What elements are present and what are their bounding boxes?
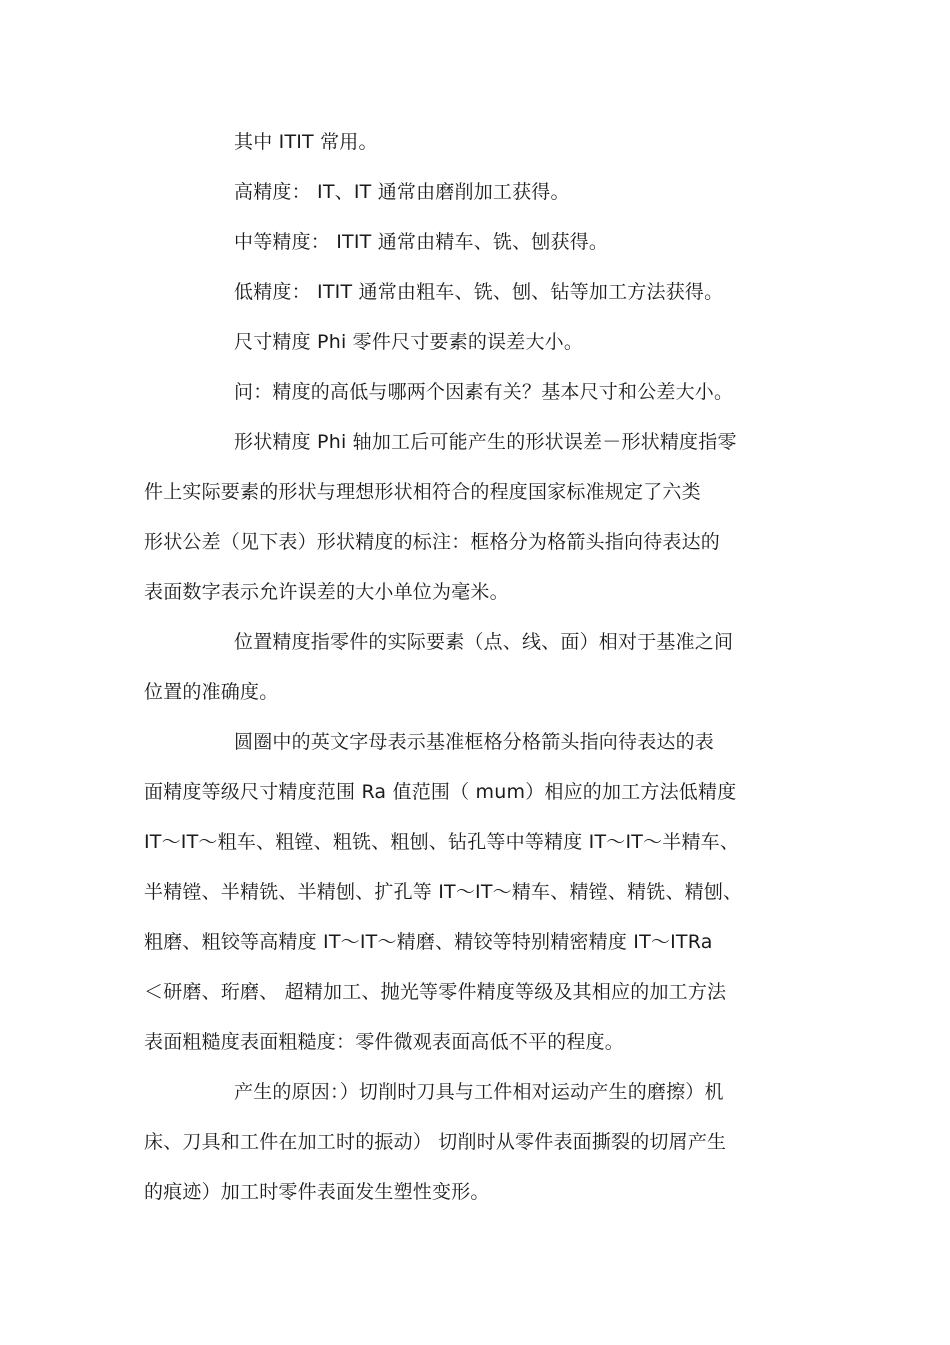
text-line: 尺寸精度 Phi 零件尺寸要素的误差大小。 [234, 331, 584, 353]
text-line: 粗磨、粗铰等高精度 IT～IT～精磨、精铰等特别精密精度 IT～ITRa [144, 931, 713, 953]
text-line: 产生的原因：）切削时刀具与工件相对运动产生的磨擦）机 [234, 1081, 724, 1103]
text-line: 面精度等级尺寸精度范围 Ra 值范围（ mum）相应的加工方法低精度 [144, 781, 737, 803]
text-line: 位置精度指零件的实际要素（点、线、面）相对于基准之间 [234, 631, 734, 653]
text-line: 的痕迹）加工时零件表面发生塑性变形。 [144, 1181, 490, 1203]
text-line: 床、刀具和工件在加工时的振动） 切削时从零件表面撕裂的切屑产生 [144, 1131, 727, 1153]
text-line: ＜研磨、珩磨、 超精加工、抛光等零件精度等级及其相应的加工方法 [144, 981, 727, 1003]
text-line: 表面粗糙度表面粗糙度：零件微观表面高低不平的程度。 [144, 1031, 625, 1053]
text-line: 其中 ITIT 常用。 [234, 131, 378, 153]
text-line: 圆圈中的英文字母表示基准框格分格箭头指向待表达的表 [234, 731, 715, 753]
text-line: 位置的准确度。 [144, 681, 279, 703]
text-line: IT～IT～粗车、粗镗、粗铣、粗刨、钻孔等中等精度 IT～IT～半精车、 [144, 831, 740, 853]
text-line: 表面数字表示允许误差的大小单位为毫米。 [144, 581, 509, 603]
text-line: 高精度： IT、IT 通常由磨削加工获得。 [234, 181, 570, 203]
text-line: 形状精度 Phi 轴加工后可能产生的形状误差－形状精度指零 [234, 431, 737, 453]
text-line: 中等精度： ITIT 通常由精车、铣、刨获得。 [234, 231, 609, 253]
text-line: 低精度： ITIT 通常由粗车、铣、刨、钻等加工方法获得。 [234, 281, 724, 303]
text-line: 件上实际要素的形状与理想形状相符合的程度国家标准规定了六类 [144, 481, 701, 503]
text-line: 形状公差（见下表）形状精度的标注：框格分为格箭头指向待表达的 [144, 531, 721, 553]
text-line: 问：精度的高低与哪两个因素有关？基本尺寸和公差大小。 [234, 381, 734, 403]
text-line: 半精镗、半精铣、半精刨、扩孔等 IT～IT～精车、精镗、精铣、精刨、 [144, 881, 743, 903]
